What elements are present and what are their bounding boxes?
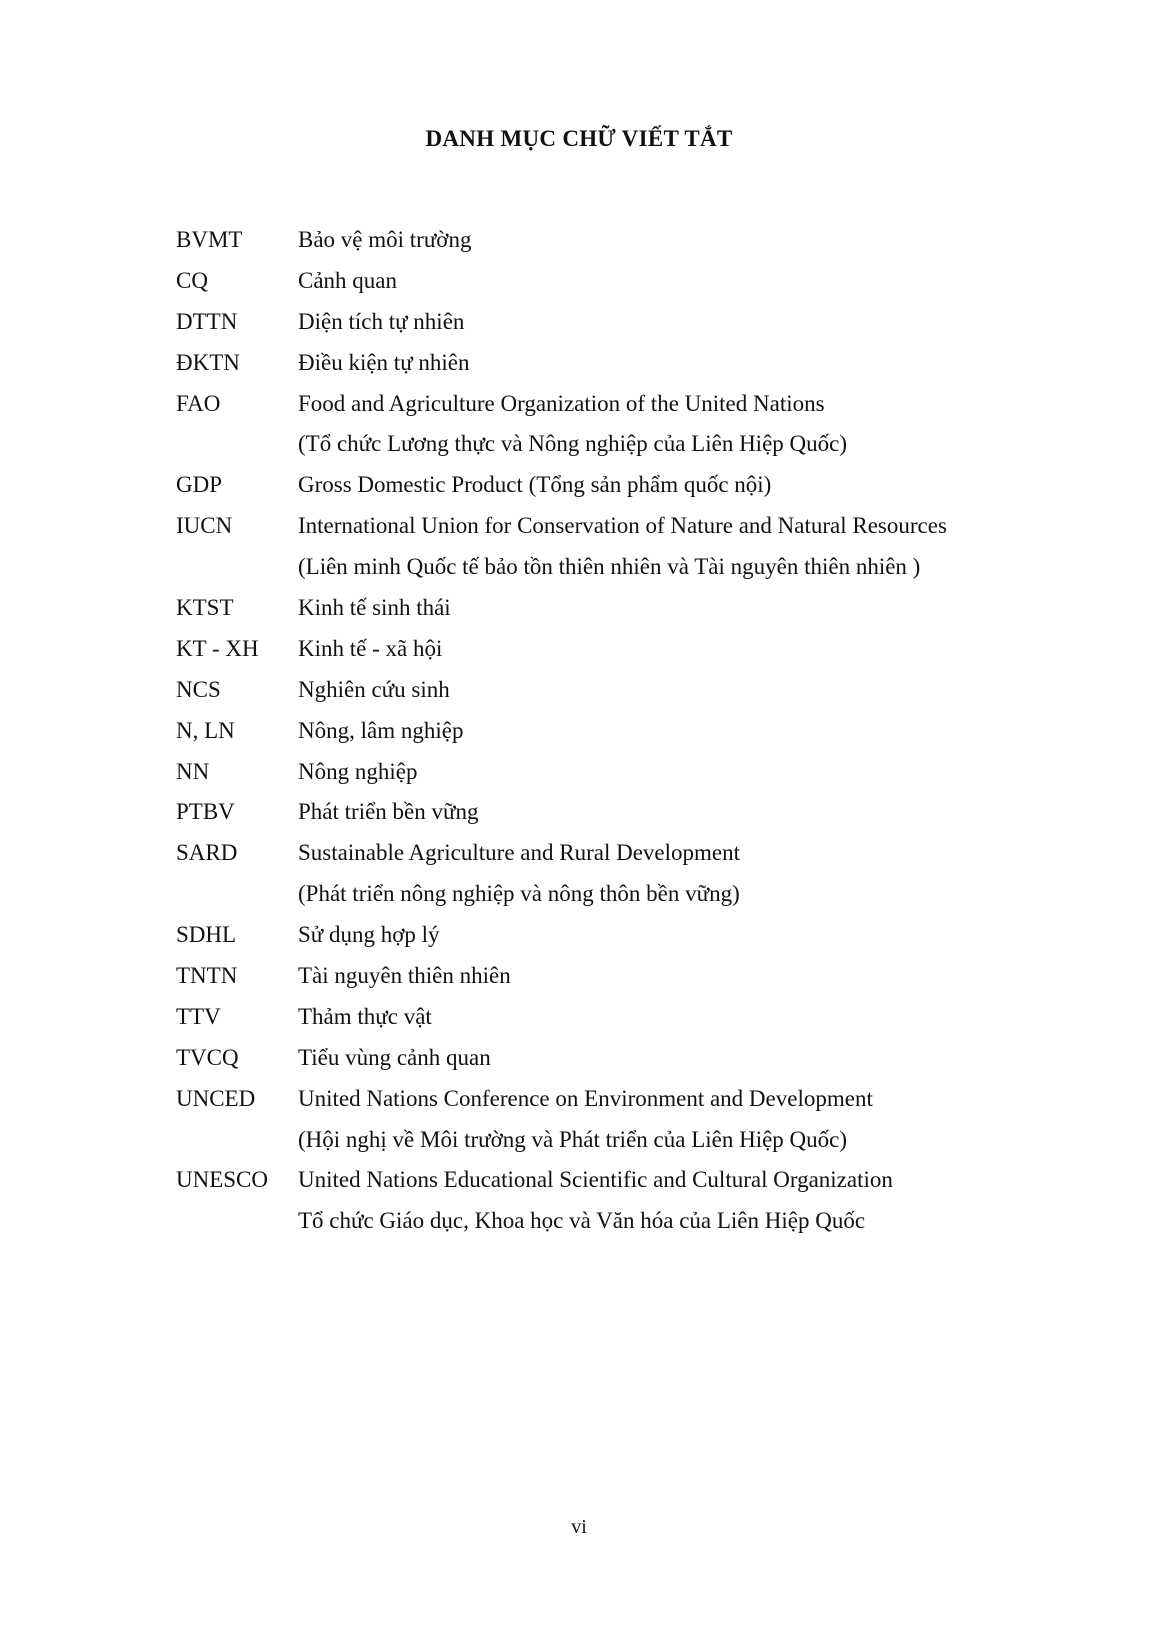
abbreviation-term: SDHL [176, 922, 237, 948]
abbreviation-definition: United Nations Conference on Environment and Development [298, 1085, 873, 1111]
list-item [176, 506, 1076, 547]
abbreviation-term: TTV [176, 1003, 221, 1029]
abbreviation-term: ĐKTN [176, 349, 240, 375]
page-title: DANH MỤC CHỮ VIẾT TẮT [425, 126, 733, 151]
list-item [176, 752, 1076, 793]
abbreviation-definition: (Liên minh Quốc tế bảo tồn thiên nhiên và Tài nguyên thiên nhiên ) [298, 554, 921, 580]
abbreviation-definition: Phát triển bền vững [298, 799, 479, 825]
list-item [176, 465, 1076, 506]
abbreviation-definition: Tài nguyên thiên nhiên [298, 963, 511, 989]
list-item [176, 220, 1076, 261]
abbreviation-term: BVMT [176, 227, 243, 252]
abbreviation-definition: Cảnh quan [298, 267, 398, 293]
list-item [176, 1038, 1076, 1079]
abbreviation-list [176, 220, 1076, 1242]
abbreviation-term: UNCED [176, 1085, 256, 1111]
abbreviation-term: PTBV [176, 799, 235, 825]
list-item [176, 792, 1076, 833]
list-item [176, 997, 1076, 1038]
list-item [176, 1079, 1076, 1120]
abbreviation-term [176, 424, 298, 465]
abbreviation-definition: Nghiên cứu sinh [298, 676, 450, 702]
abbreviation-term: TNTN [176, 963, 238, 989]
abbreviation-term: FAO [176, 390, 221, 416]
abbreviation-definition: Nông nghiệp [298, 758, 418, 784]
page-number: vi [571, 1516, 587, 1538]
abbreviation-definition: Thảm thực vật [298, 1003, 432, 1029]
list-item [176, 261, 1076, 302]
abbreviation-definition: Bảo vệ môi trường [298, 227, 472, 252]
abbreviation-definition: (Tổ chức Lương thực và Nông nghiệp của Liên Hiệp Quốc) [298, 431, 848, 457]
abbreviation-definition: Nông, lâm nghiệp [298, 717, 464, 743]
list-item [176, 588, 1076, 629]
list-item-continuation [176, 874, 1076, 915]
list-item [176, 711, 1076, 752]
list-item [176, 956, 1076, 997]
list-item [176, 1160, 1076, 1201]
abbreviation-definition: Gross Domestic Product (Tổng sản phẩm quốc nội) [298, 472, 772, 498]
abbreviation-term: KT - XH [176, 635, 259, 661]
abbreviation-term: IUCN [176, 513, 233, 539]
abbreviation-term: KTST [176, 595, 234, 621]
abbreviation-term [176, 874, 298, 915]
list-item-continuation [176, 424, 1076, 465]
abbreviation-definition: Kinh tế sinh thái [298, 595, 451, 621]
list-item [176, 302, 1076, 343]
abbreviation-definition: Diện tích tự nhiên [298, 308, 465, 334]
abbreviation-definition: Điều kiện tự nhiên [298, 349, 470, 375]
list-item [176, 833, 1076, 874]
list-item [176, 343, 1076, 384]
abbreviation-term [176, 1120, 298, 1161]
list-item [176, 670, 1076, 711]
abbreviation-term: NCS [176, 676, 221, 702]
list-item [176, 915, 1076, 956]
abbreviation-definition: (Phát triển nông nghiệp và nông thôn bền vững) [298, 881, 740, 907]
abbreviation-definition: Tiểu vùng cảnh quan [298, 1044, 491, 1070]
abbreviation-term [176, 1201, 298, 1242]
abbreviation-term: CQ [176, 267, 208, 293]
abbreviation-term: SARD [176, 840, 238, 866]
abbreviation-definition: International Union for Conservation of Nature and Natural Resources [298, 513, 947, 539]
list-item [176, 384, 1076, 425]
list-item-continuation [176, 547, 1076, 588]
list-item-continuation [176, 1120, 1076, 1161]
abbreviation-definition: Tổ chức Giáo dục, Khoa học và Văn hóa của Liên Hiệp Quốc [298, 1208, 866, 1234]
abbreviation-definition: Sustainable Agriculture and Rural Development [298, 840, 740, 866]
abbreviation-term: UNESCO [176, 1167, 269, 1193]
abbreviation-term [176, 547, 298, 588]
abbreviation-definition: (Hội nghị về Môi trường và Phát triển của Liên Hiệp Quốc) [298, 1126, 848, 1152]
abbreviation-term: GDP [176, 472, 223, 498]
abbreviation-definition: Sử dụng hợp lý [298, 922, 440, 948]
abbreviation-definition: Kinh tế - xã hội [298, 635, 443, 661]
abbreviation-definition: Food and Agriculture Organization of the United Nations [298, 390, 825, 416]
list-item-continuation [176, 1201, 1076, 1242]
abbreviation-term: NN [176, 758, 210, 784]
list-item [176, 629, 1076, 670]
abbreviation-term: DTTN [176, 308, 238, 334]
abbreviation-term: N, LN [176, 717, 235, 743]
abbreviation-term: TVCQ [176, 1044, 239, 1070]
abbreviation-definition: United Nations Educational Scientific and Cultural Organization [298, 1167, 893, 1193]
